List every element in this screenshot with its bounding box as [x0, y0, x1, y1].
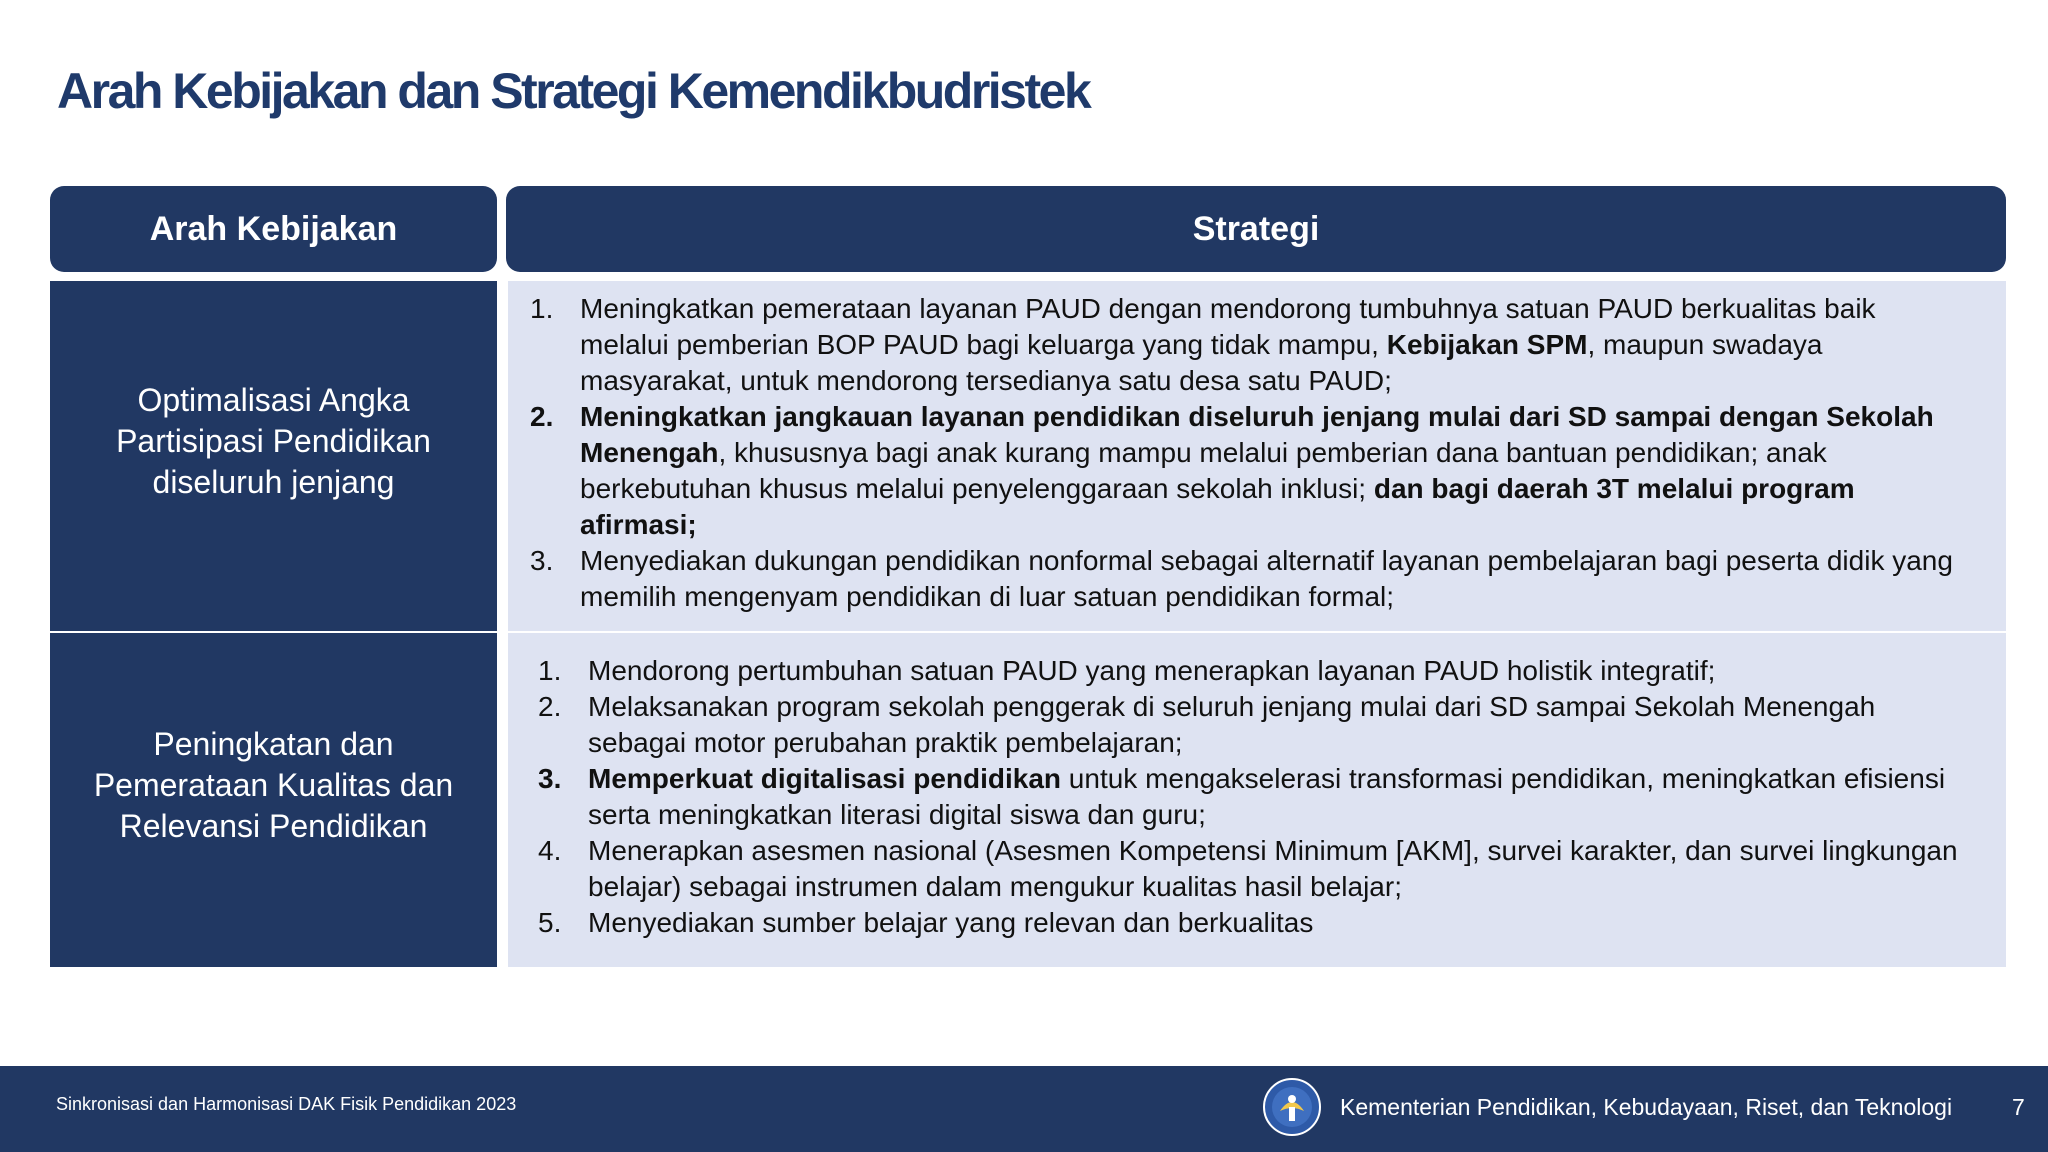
policy-cell-2: Peningkatan dan Pemerataan Kualitas dan Relevansi Pendidikan: [50, 633, 497, 967]
strategy-text: , maupun swadaya masyarakat, untuk mendorong tersedianya satu desa satu PAUD;: [580, 329, 1823, 396]
strategy-list-1: [522, 291, 1966, 615]
strategy-cell-1: [508, 281, 2006, 631]
strategy-item: [530, 833, 1966, 905]
strategy-item: [530, 905, 1966, 941]
page-title: Arah Kebijakan dan Strategi Kemendikbudristek: [57, 63, 1090, 119]
strategy-item: [522, 543, 1966, 615]
strategy-text: Mendorong pertumbuhan satuan PAUD yang menerapkan layanan PAUD holistik integratif;: [588, 655, 1716, 686]
header-arah-kebijakan: Arah Kebijakan: [50, 186, 497, 272]
strategy-text: untuk mengakselerasi transformasi pendidikan, meningkatkan efisiensi serta meningkatkan literasi digital siswa dan guru;: [588, 763, 1946, 830]
footer-event-title: Sinkronisasi dan Harmonisasi DAK Fisik Pendidikan 2023: [56, 1094, 517, 1114]
strategy-item-text: [588, 833, 1966, 905]
strategy-text: Menyediakan sumber belajar yang relevan dan berkualitas: [588, 907, 1314, 938]
strategy-item: [530, 761, 1966, 833]
strategy-text-bold: Memperkuat digitalisasi pendidikan: [588, 763, 1062, 794]
policy-cell-1: Optimalisasi Angka Partisipasi Pendidikan diseluruh jenjang: [50, 281, 497, 631]
strategy-item-number: 3.: [530, 545, 554, 576]
strategy-item-number: 2.: [538, 691, 562, 722]
strategy-item: [530, 653, 1966, 689]
strategy-text-bold: Meningkatkan jangkauan layanan pendidikan diseluruh jenjang mulai dari SD sampai dengan Sekolah Menengah: [580, 401, 1934, 468]
strategy-item: [522, 399, 1966, 543]
page-number: 7: [2012, 1094, 2025, 1120]
strategy-text: Meningkatkan pemerataan layanan PAUD dengan mendorong tumbuhnya satuan PAUD berkualitas baik melalui pemberian BOP PAUD bagi keluarga yang tidak mampu,: [580, 293, 1876, 360]
strategy-text: Melaksanakan program sekolah penggerak di seluruh jenjang mulai dari SD sampai Sekolah Menengah sebagai motor perubahan praktik pembelajaran;: [588, 691, 1876, 758]
tut-wuri-handayani-logo-icon: [1262, 1077, 1322, 1137]
footer-ministry-name: Kementerian Pendidikan, Kebudayaan, Riset, dan Teknologi: [1340, 1094, 1953, 1120]
strategy-text-bold: Kebijakan SPM: [1386, 329, 1588, 360]
strategy-item-text: [588, 761, 1966, 833]
footer-bar: [0, 1066, 2048, 1152]
strategy-item-number: 2.: [530, 401, 554, 432]
strategy-text: Menyediakan dukungan pendidikan nonformal sebagai alternatif layanan pembelajaran bagi peserta didik yang memilih mengenyam pendidikan di luar satuan pendidikan formal;: [580, 545, 1953, 612]
strategy-item-number: 1.: [538, 655, 562, 686]
strategy-item-text: [580, 291, 1966, 399]
strategy-item: [522, 291, 1966, 399]
strategy-list-2: [530, 653, 1966, 941]
strategy-item-text: [580, 399, 1966, 543]
strategy-item-number: 4.: [538, 835, 562, 866]
strategy-item-number: 5.: [538, 907, 562, 938]
header-strategi: Strategi: [506, 186, 2006, 272]
strategy-item-text: [588, 653, 1966, 689]
strategy-text: , khususnya bagi anak kurang mampu melalui pemberian dana bantuan pendidikan; anak berkebutuhan khusus melalui penyelenggaraan sekolah inklusi;: [580, 437, 1827, 504]
strategy-item-text: [588, 905, 1966, 941]
strategy-item-text: [580, 543, 1966, 615]
strategy-item: [530, 689, 1966, 761]
strategy-text: Menerapkan asesmen nasional (Asesmen Kompetensi Minimum [AKM], survei karakter, dan survei lingkungan belajar) sebagai instrumen dalam mengukur kualitas hasil belajar;: [588, 835, 1958, 902]
strategy-item-number: 1.: [530, 293, 554, 324]
strategy-item-number: 3.: [538, 763, 562, 794]
strategy-cell-2: [508, 633, 2006, 967]
strategy-text-bold: dan bagi daerah 3T melalui program afirmasi;: [580, 473, 1855, 540]
strategy-item-text: [588, 689, 1966, 761]
